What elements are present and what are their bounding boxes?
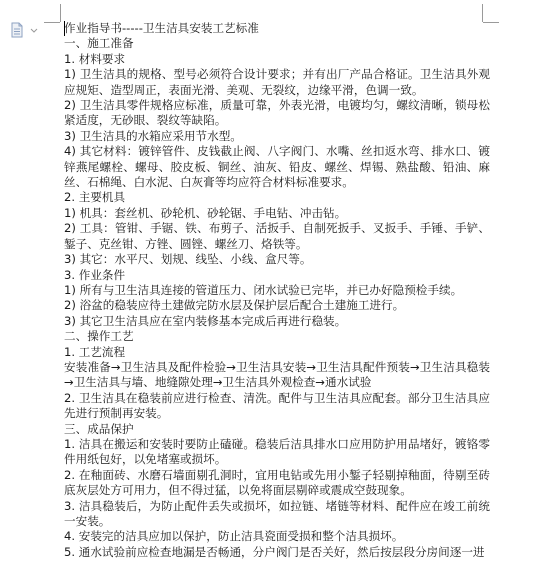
- paragraph: 3) 卫生洁具的水箱应采用节水型。: [64, 128, 242, 143]
- document-title: 作业指导书-----卫生洁具安装工艺标准: [64, 21, 259, 35]
- paragraph: 1. 材料要求: [64, 51, 126, 66]
- paragraph: 2. 卫生洁具在稳装前应进行检查、清洗。配件与卫生洁具应配套。部分卫生洁具应先进行预制再安装。: [64, 390, 490, 421]
- paragraph: 2. 主要机具: [64, 190, 126, 205]
- document-body[interactable]: [64, 21, 490, 560]
- paragraph: 2) 工具：管钳、手锯、铁、布剪子、活扳手、自制死扳手、叉扳手、手锤、手铲、錾子、克丝钳、方锉、圆锉、螺丝刀、烙铁等。: [64, 221, 490, 251]
- paragraph: 4) 其它材料：镀锌管件、皮钱截止阀、八字阀门、水嘴、丝扣返水弯、排水口、镀锌燕尾螺栓、螺母、胶皮板、铜丝、油灰、铅皮、螺丝、焊锡、熟盐酸、铅油、麻丝、石棉绳、白水泥、白灰膏等均应符合材料标准要求。: [64, 144, 490, 190]
- section-heading: 一、施工准备: [64, 36, 134, 51]
- paragraph: 5. 通水试验前应检查地漏是否畅通，分户阀门是否关好，然后按层段分房间逐一进: [64, 544, 485, 559]
- paragraph: 1. 洁具在搬运和安装时要防止磕碰。稳装后洁具排水口应用防护用品堵好，镀铬零件用纸包好，以免堵塞或损坏。: [64, 436, 490, 467]
- paragraph: 2) 浴盆的稳装应待土建做完防水层及保护层后配合土建施工进行。: [64, 298, 405, 313]
- paragraph: 1) 所有与卫生洁具连接的管道压力、闭水试验已完毕，并已办好隐预检手续。: [64, 282, 463, 297]
- crop-mark-top-right: [482, 4, 483, 22]
- paragraph: 1) 机具：套丝机、砂轮机、砂轮锯、手电钻、冲击钻。: [64, 205, 347, 220]
- paragraph: 3. 洁具稳装后，为防止配件丢失或损坏，如拉链、堵链等材料、配件应在竣工前统一安装。: [64, 498, 490, 528]
- paragraph: 2) 卫生洁具零件规格应标准，质量可靠，外表光滑，电镀均匀，螺纹清晰，锁母松紧适度，无砂眼、裂纹等缺陷。: [64, 98, 490, 128]
- paragraph: 1. 工艺流程: [64, 344, 126, 359]
- crop-mark-top-left: [60, 4, 61, 22]
- paragraph: 1) 卫生洁具的规格、型号必须符合设计要求；并有出厂产品合格证。卫生洁具外观应规矩、造型周正，表面光滑、美观、无裂纹，边缘平滑，色调一致。: [64, 67, 490, 97]
- section-heading: 二、操作工艺: [64, 329, 134, 344]
- paragraph: 2. 在釉面砖、水磨石墙面剔孔洞时，宜用电钻或先用小錾子轻剔掉釉面，待剔至砖底灰层处方可用力，但不得过猛，以免将面层剔碎或震成空鼓现象。: [64, 467, 490, 498]
- crop-mark-top-left-horizontal: [44, 22, 60, 23]
- document-icon[interactable]: [10, 22, 44, 38]
- paragraph: 4. 安装完的洁具应加以保护，防止洁具瓷面受损和整个洁具损坏。: [64, 529, 404, 544]
- paragraph: 3) 其它卫生洁具应在室内装修基本完成后再进行稳装。: [64, 313, 347, 328]
- section-heading: 三、成品保护: [64, 421, 134, 436]
- paragraph: 3) 其它：水平尺、划规、线坠、小线、盒尺等。: [64, 252, 312, 267]
- paragraph: 安装准备→卫生洁具及配件检验→卫生洁具安装→卫生洁具配件预装→卫生洁具稳装→卫生洁具与墙、地缝隙处理→卫生洁具外观检查→通水试验: [64, 359, 490, 390]
- paragraph: 3. 作业条件: [64, 267, 126, 282]
